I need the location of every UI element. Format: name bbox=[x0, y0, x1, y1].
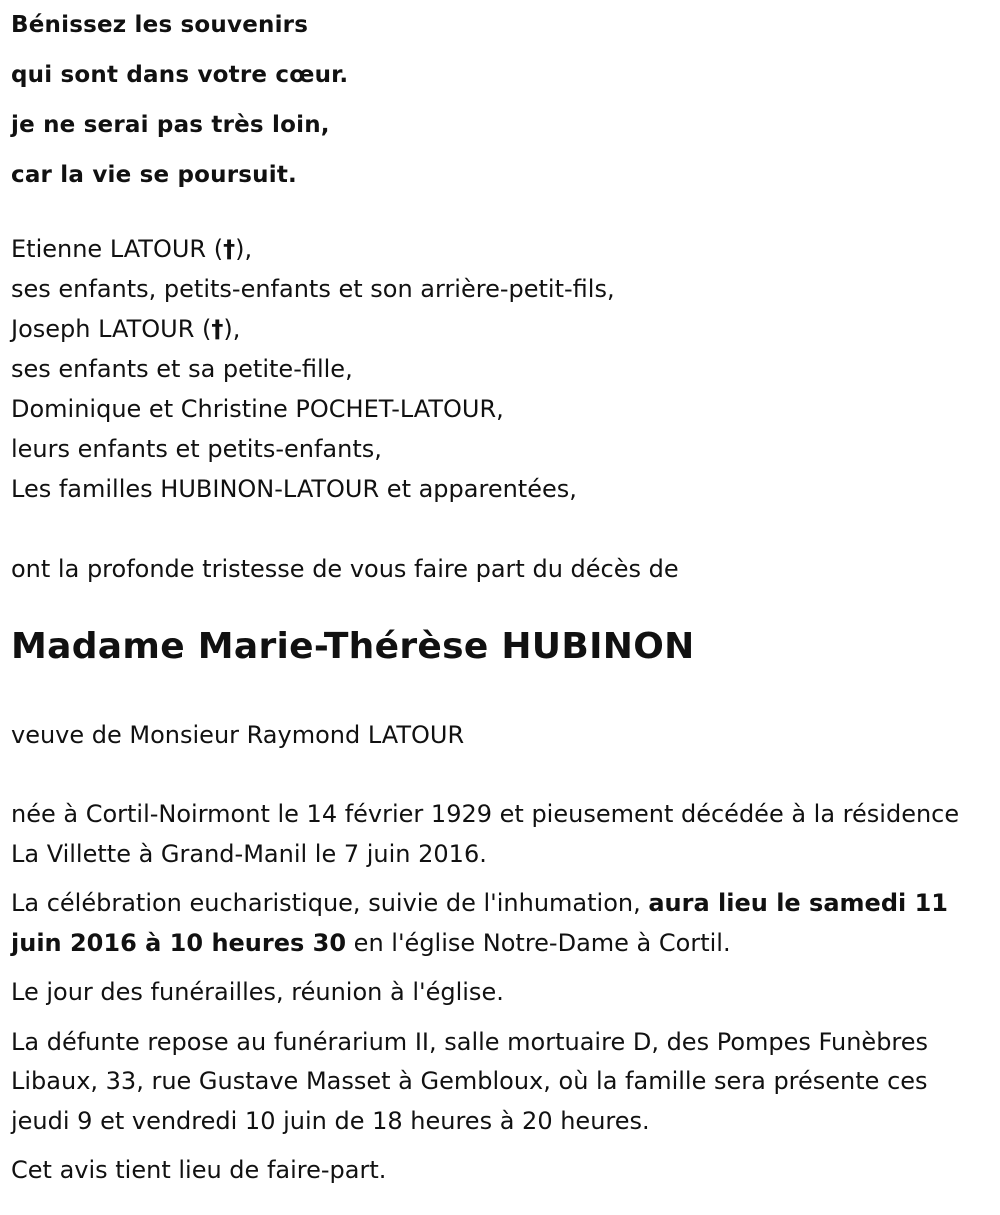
meeting-paragraph: Le jour des funérailles, réunion à l'église. bbox=[11, 978, 504, 1006]
family-line: Dominique et Christine POCHET-LATOUR, bbox=[11, 395, 504, 423]
birth-death-paragraph: née à Cortil-Noirmont le 14 février 1929 et pieusement décédée à la résidence La Villette à Grand-Manil le 7 juin 2016. bbox=[11, 800, 960, 868]
family-line bbox=[11, 309, 991, 349]
deceased-name: Madame Marie-Thérèse HUBINON bbox=[11, 626, 695, 667]
family-list bbox=[11, 229, 991, 509]
family-line: ses enfants et sa petite-fille, bbox=[11, 355, 353, 383]
cross-icon: † bbox=[223, 235, 236, 263]
poem-line: car la vie se poursuit. bbox=[11, 162, 297, 188]
family-line: ses enfants, petits-enfants et son arrière-petit-fils, bbox=[11, 275, 615, 303]
poem bbox=[11, 0, 991, 200]
family-name-suffix: ), bbox=[223, 315, 241, 343]
obituary-notice bbox=[11, 0, 991, 1191]
family-name-suffix: ), bbox=[235, 235, 253, 263]
funerarium-paragraph: La défunte repose au funérarium II, salle mortuaire D, des Pompes Funèbres Libaux, 33, rue Gustave Masset à Gembloux, où la famille sera présente ces jeudi 9 et vendredi 10 juin de 18 heures à 20 heures. bbox=[11, 1027, 929, 1135]
poem-line: Bénissez les souvenirs bbox=[11, 12, 309, 38]
poem-line: je ne serai pas très loin, bbox=[11, 112, 330, 138]
celebration-date: aura lieu le samedi 11 juin 2016 à 10 heures 30 bbox=[11, 889, 948, 957]
family-line: leurs enfants et petits-enfants, bbox=[11, 435, 382, 463]
cross-icon: † bbox=[211, 315, 224, 343]
family-name-text: Joseph LATOUR ( bbox=[11, 315, 212, 343]
celebration-lead: La célébration eucharistique, suivie de l'inhumation, bbox=[11, 889, 649, 917]
family-line bbox=[11, 229, 991, 269]
celebration-paragraph bbox=[11, 884, 991, 963]
notice-paragraph: Cet avis tient lieu de faire-part. bbox=[11, 1156, 387, 1184]
family-line: Les familles HUBINON-LATOUR et apparentées, bbox=[11, 475, 577, 503]
announcement-text: ont la profonde tristesse de vous faire part du décès de bbox=[11, 555, 679, 583]
poem-line: qui sont dans votre cœur. bbox=[11, 62, 349, 88]
widow-of-text: veuve de Monsieur Raymond LATOUR bbox=[11, 721, 465, 749]
celebration-place: en l'église Notre-Dame à Cortil. bbox=[346, 928, 731, 957]
family-name-text: Etienne LATOUR ( bbox=[11, 235, 224, 263]
